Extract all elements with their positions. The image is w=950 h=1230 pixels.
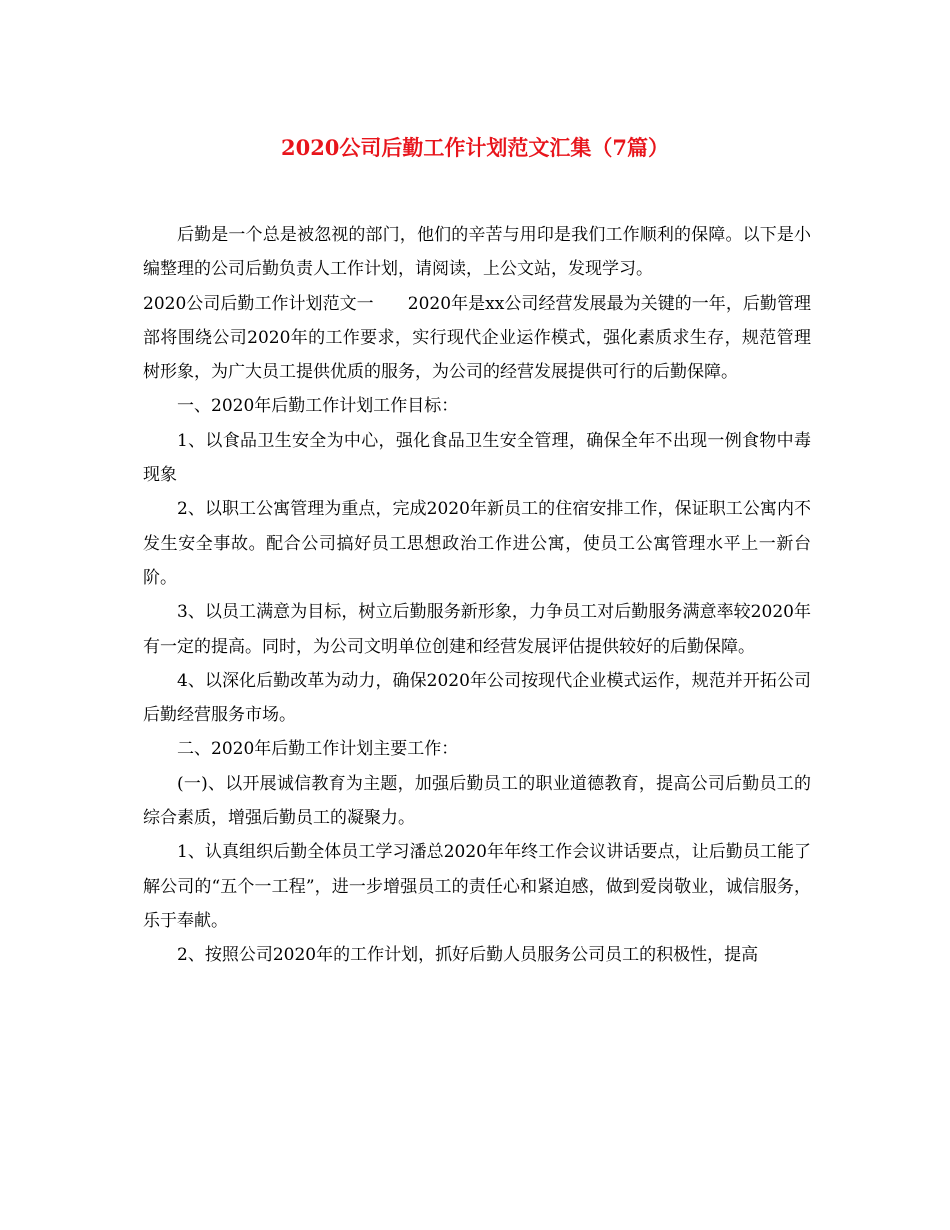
document-body: [143, 218, 811, 973]
paragraph-goal-2: 2、以职工公寓管理为重点，完成2020年新员工的住宿安排工作，保证职工公寓内不发生安全事故。配合公司搞好员工思想政治工作进公寓，使员工公寓管理水平上一新台阶。: [143, 499, 811, 588]
paragraph-goal-1: 1、以食品卫生安全为中心，强化食品卫生安全管理，确保全年不出现一例食物中毒现象: [143, 430, 811, 486]
paragraph-subsection-1: (一)、以开展诚信教育为主题，加强后勤员工的职业道德教育，提高公司后勤员工的综合素质，增强后勤员工的凝聚力。: [143, 773, 811, 829]
section-heading-goals: 一、2020年后勤工作计划工作目标：: [177, 396, 459, 417]
paragraph-goal-3: 3、以员工满意为目标，树立后勤服务新形象，力争员工对后勤服务满意率较2020年有一定的提高。同时，为公司文明单位创建和经营发展评估提供较好的后勤保障。: [143, 602, 811, 657]
document-title: 2020公司后勤工作计划范文汇集（7篇）: [280, 135, 670, 160]
paragraph-item-2: 2、按照公司2020年的工作计划，抓好后勤人员服务公司员工的积极性，提高: [177, 945, 759, 966]
section-heading-main-work: 二、2020年后勤工作计划主要工作：: [177, 739, 459, 760]
paragraph-plan-one-intro: 2020公司后勤工作计划范文一 2020年是xx公司经营发展最为关键的一年，后勤管理部将围绕公司2020年的工作要求，实行现代企业运作模式，强化素质求生存，规范管理树形象，为广大员工提供优质的服务，为公司的经营发展提供可行的后勤保障。: [143, 293, 811, 383]
paragraph-intro: 后勤是一个总是被忽视的部门，他们的辛苦与用印是我们工作顺利的保障。以下是小编整理的公司后勤负责人工作计划，请阅读，上公文站，发现学习。: [143, 225, 811, 280]
paragraph-goal-4: 4、以深化后勤改革为动力，确保2020年公司按现代企业模式运作，规范并开拓公司后勤经营服务市场。: [143, 670, 811, 726]
paragraph-item-1: 1、认真组织后勤全体员工学习潘总2020年年终工作会议讲话要点，让后勤员工能了解公司的“五个一工程”，进一步增强员工的责任心和紧迫感，做到爱岗敬业，诚信服务，乐于奉献。: [143, 842, 811, 931]
